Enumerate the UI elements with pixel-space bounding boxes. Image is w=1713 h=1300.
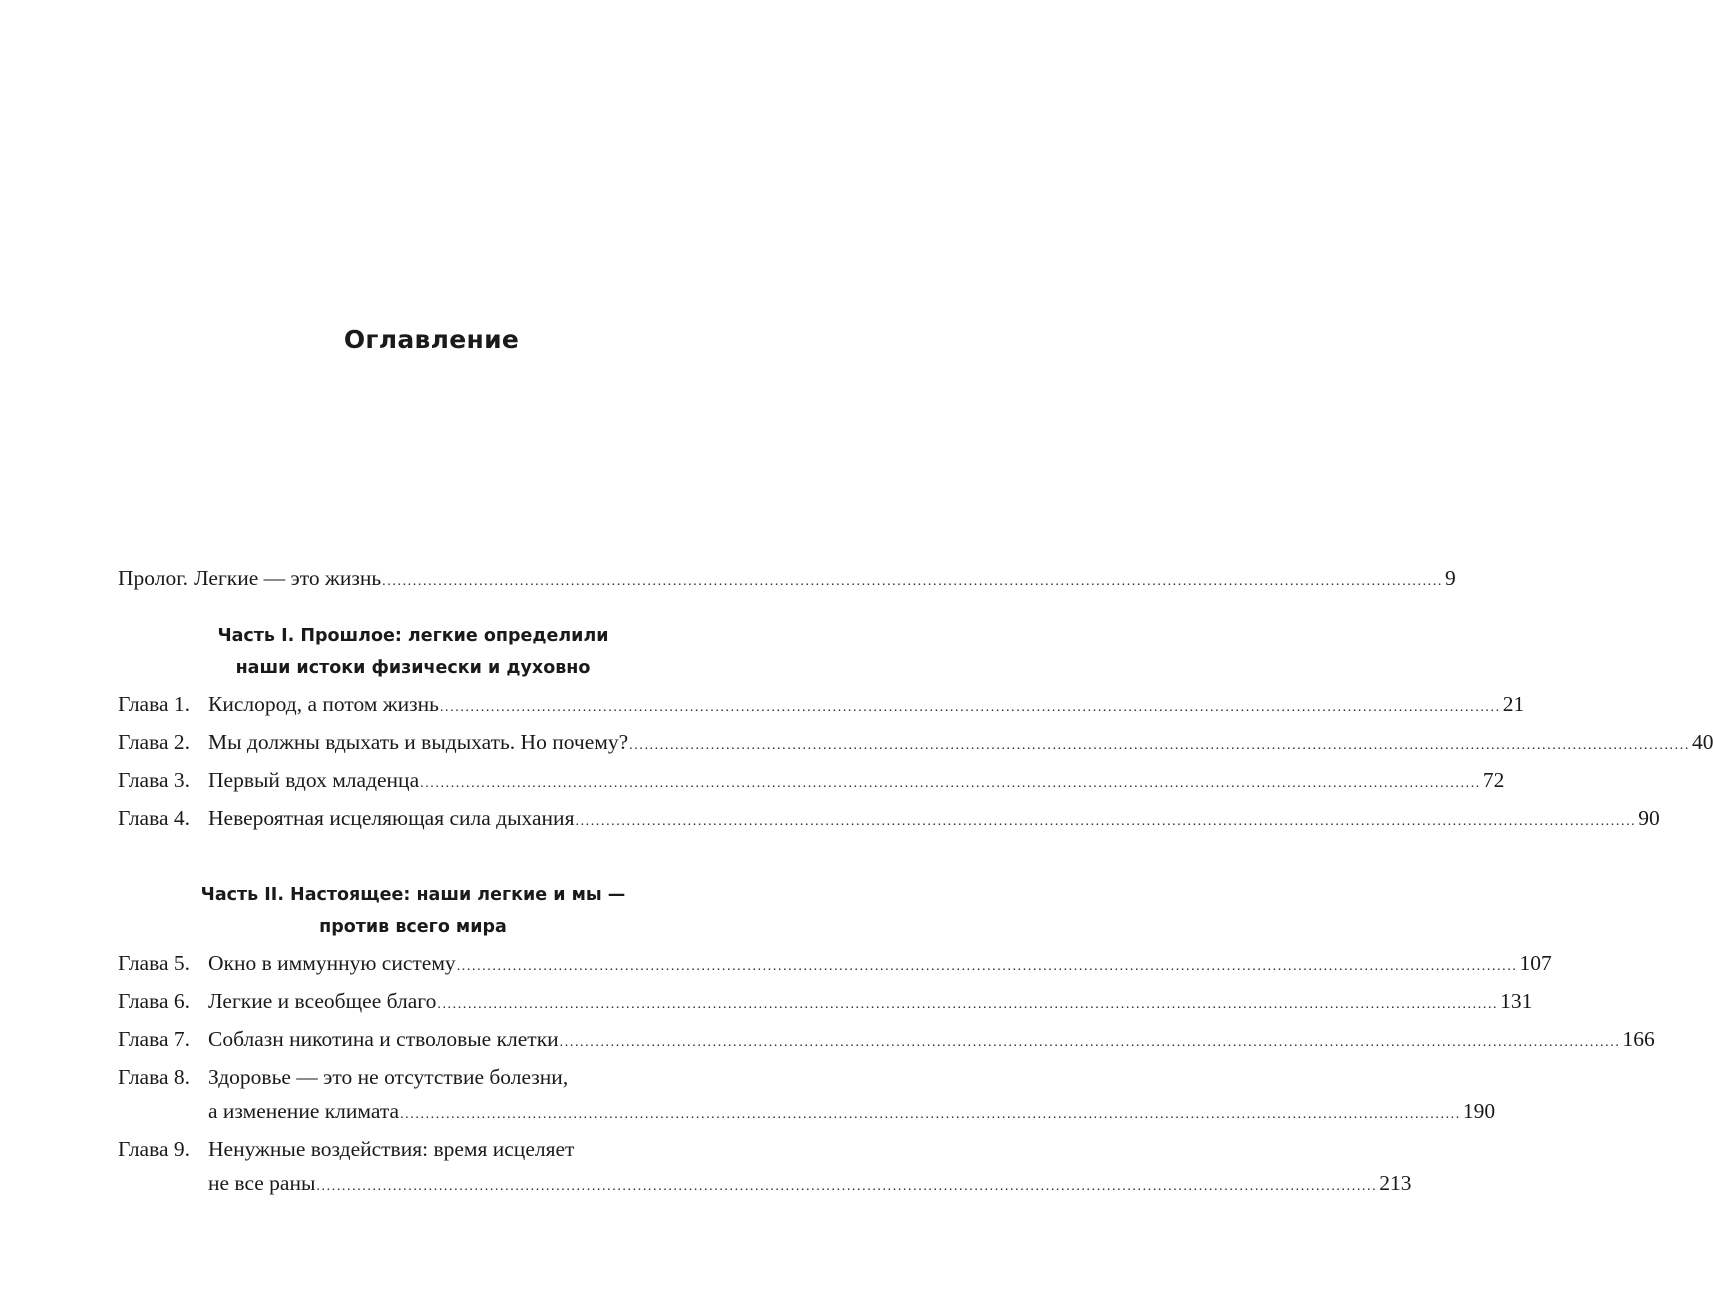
toc-entry-chapter-8[interactable] xyxy=(118,1060,1496,1132)
page-number: 131 xyxy=(1500,989,1533,1013)
chapter-label: Глава 3. xyxy=(118,768,190,792)
page-number: 107 xyxy=(1519,951,1552,975)
chapter-title: Кислород, а потом жизнь xyxy=(208,692,439,716)
toc-entry-chapter-1[interactable] xyxy=(118,687,1525,725)
chapter-label: Глава 8. xyxy=(118,1065,190,1089)
page-number: 166 xyxy=(1622,1027,1655,1051)
chapter-label: Глава 6. xyxy=(118,989,190,1013)
toc-entry-chapter-9[interactable] xyxy=(118,1132,1412,1204)
dot-leader xyxy=(420,767,1481,801)
table-of-contents xyxy=(118,561,1713,1204)
dot-leader xyxy=(382,565,1443,599)
page-number: 9 xyxy=(1444,566,1456,590)
toc-entry-chapter-4[interactable] xyxy=(118,801,1660,839)
chapter-title-continued: а изменение климата xyxy=(208,1099,400,1123)
toc-entry-chapter-7[interactable] xyxy=(118,1022,1655,1060)
chapter-title: Ненужные воздействия: время исцеляет xyxy=(208,1137,575,1161)
page-number: 21 xyxy=(1502,692,1525,716)
chapter-title-continued: не все раны xyxy=(208,1171,316,1195)
toc-entry-chapter-6[interactable] xyxy=(118,984,1533,1022)
prologue-title: Легкие — это жизнь xyxy=(194,566,382,590)
page-number: 190 xyxy=(1462,1099,1496,1123)
page-number: 72 xyxy=(1482,768,1505,792)
dot-leader xyxy=(575,805,1636,839)
chapter-label: Глава 9. xyxy=(118,1137,190,1161)
chapter-label: Глава 7. xyxy=(118,1027,190,1051)
part-heading-line: Часть I. Прошлое: легкие определили xyxy=(217,626,609,646)
page-title: Оглавление xyxy=(343,325,520,354)
toc-entry-chapter-2[interactable] xyxy=(118,725,1713,763)
chapter-title: Здоровье — это не отсутствие болезни, xyxy=(208,1065,569,1089)
dot-leader xyxy=(457,950,1518,984)
toc-entry-chapter-5[interactable] xyxy=(118,946,1552,984)
part-heading-line: Часть II. Настоящее: наши легкие и мы — xyxy=(200,885,626,905)
page-number: 213 xyxy=(1379,1171,1412,1195)
chapter-title: Первый вдох младенца xyxy=(208,768,420,792)
dot-leader xyxy=(560,1026,1621,1060)
dot-leader xyxy=(629,729,1690,763)
chapter-label: Глава 2. xyxy=(118,730,190,754)
page-number: 90 xyxy=(1638,806,1660,830)
chapter-title: Легкие и всеобщее благо xyxy=(208,989,437,1013)
dot-leader xyxy=(440,691,1501,725)
chapter-label: Глава 1. xyxy=(118,692,190,716)
chapter-label: Глава 4. xyxy=(118,806,190,830)
chapter-label: Глава 5. xyxy=(118,951,190,975)
chapter-title: Мы должны вдыхать и выдыхать. Но почему? xyxy=(208,730,629,754)
toc-entry-prologue[interactable] xyxy=(118,561,1456,595)
part-heading-line: против всего мира xyxy=(319,917,507,937)
toc-entry-chapter-3[interactable] xyxy=(118,763,1505,801)
part-heading-1 xyxy=(118,620,708,684)
dot-leader xyxy=(400,1098,1461,1132)
chapter-title: Невероятная исцеляющая сила дыхания xyxy=(208,806,575,830)
part-heading-line: наши истоки физически и духовно xyxy=(235,658,591,678)
chapter-title: Соблазн никотина и стволовые клетки xyxy=(208,1027,559,1051)
part-heading-2 xyxy=(118,879,708,943)
dot-leader xyxy=(437,988,1498,1022)
prologue-label: Пролог. xyxy=(118,566,188,590)
dot-leader xyxy=(316,1170,1377,1204)
chapter-title: Окно в иммунную систему xyxy=(208,951,456,975)
page-number: 40 xyxy=(1691,730,1713,754)
